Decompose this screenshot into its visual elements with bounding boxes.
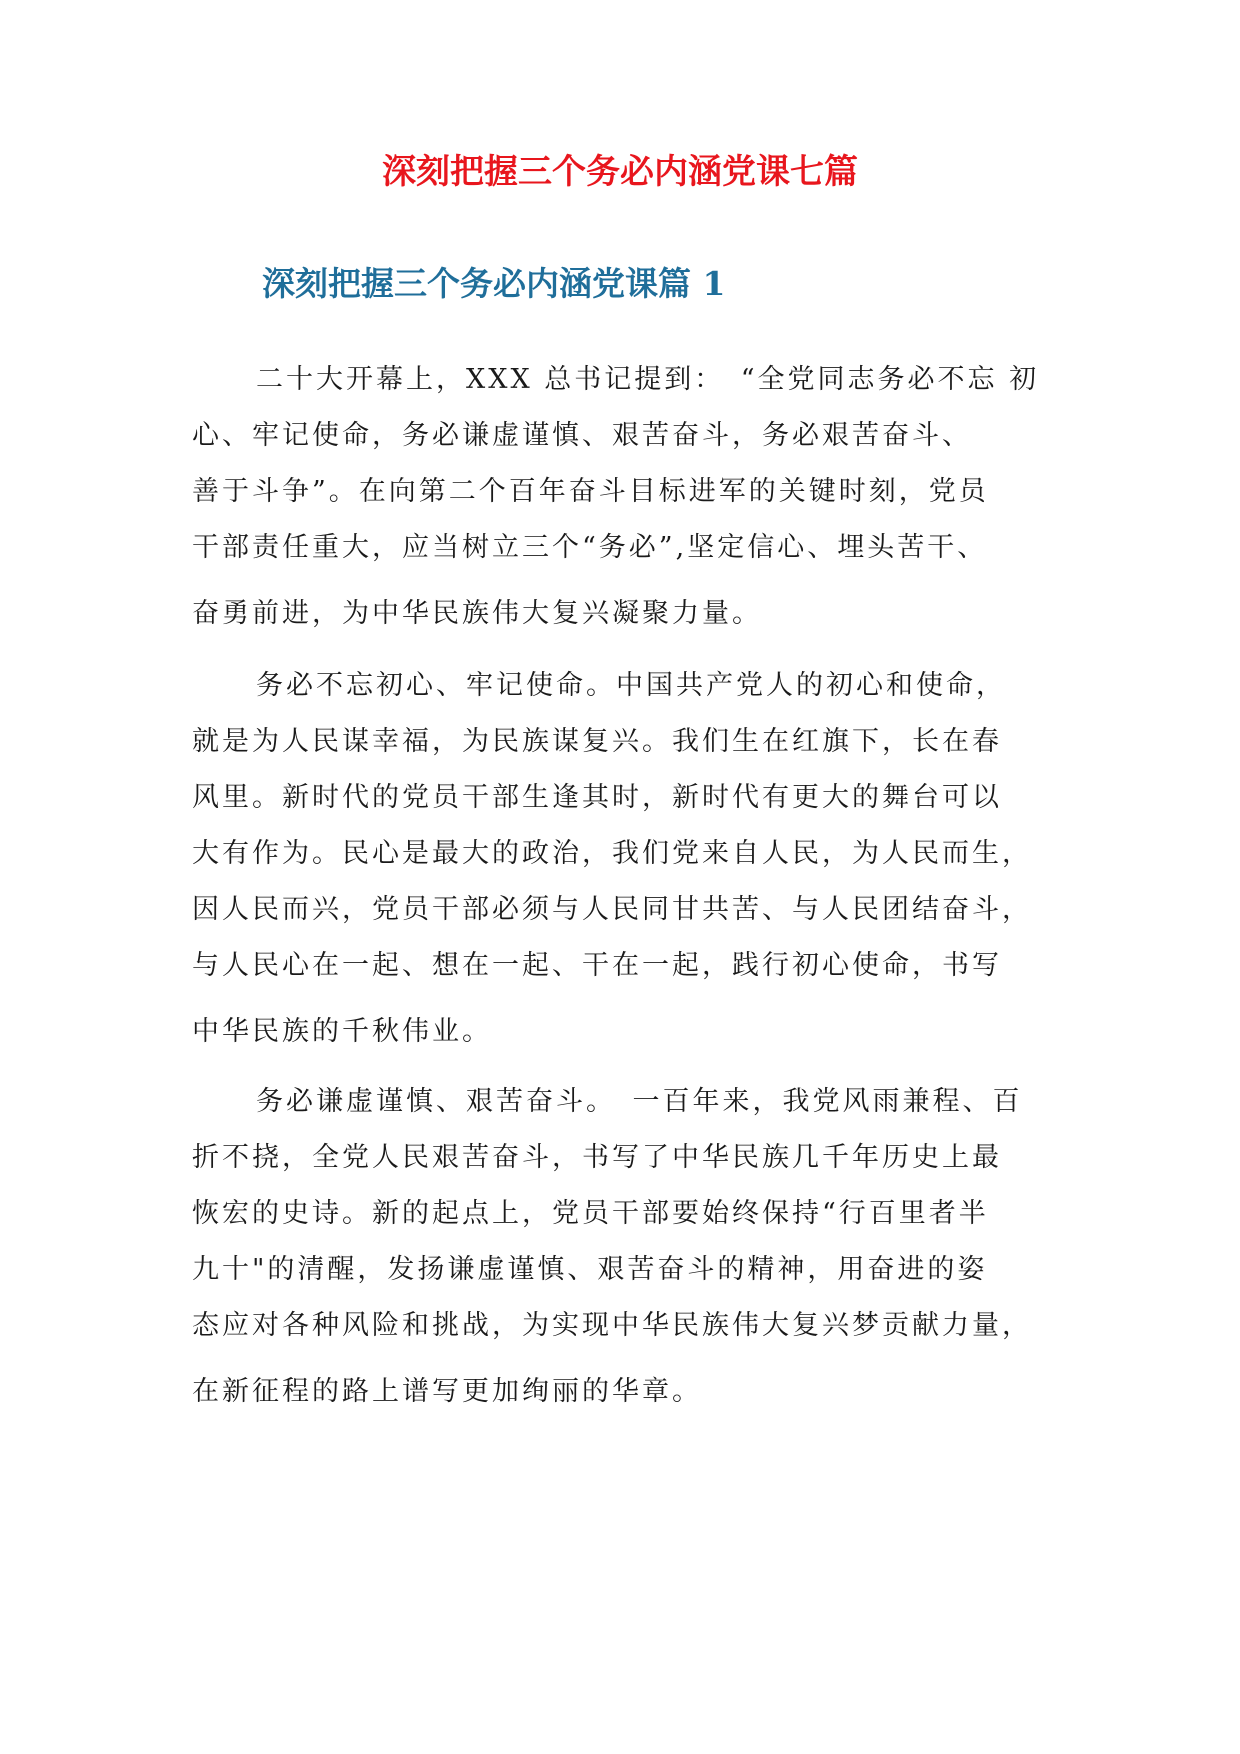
paragraph-line: 与人民心在一起、想在一起、干在一起，践行初心使命，书写 [192,950,1002,981]
paragraph-line: 干部责任重大，应当树立三个“务必”,坚定信心、埋头苦干、 [192,532,988,563]
paragraph-line: 务必不忘初心、牢记使命。中国共产党人的初心和使命， [256,670,1006,701]
paragraph-line: 善于斗争”。在向第二个百年奋斗目标进军的关键时刻，党员 [192,476,989,507]
section-heading: 深刻把握三个务必内涵党课篇 1 [262,264,726,303]
paragraph-line: 中华民族的千秋伟业。 [192,1016,492,1047]
paragraph-line: 恢宏的史诗。新的起点上，党员干部要始终保持“行百里者半 [192,1198,989,1229]
paragraph-line: 二十大开幕上，XXX 总书记提到： “全党同志务必不忘 初 [256,364,1040,395]
paragraph-line: 风里。新时代的党员干部生逢其时，新时代有更大的舞台可以 [192,782,1002,813]
paragraph-1 [192,352,1072,642]
paragraph-line: 大有作为。民心是最大的政治，我们党来自人民，为人民而生， [192,838,1032,869]
paragraph-line: 心、牢记使命，务必谦虚谨慎、艰苦奋斗，务必艰苦奋斗、 [192,420,972,451]
paragraph-line: 奋勇前进，为中华民族伟大复兴凝聚力量。 [192,598,762,629]
document-title: 深刻把握三个务必内涵党课七篇 [382,152,858,192]
paragraph-line: 务必谦虚谨慎、艰苦奋斗。 一百年来，我党风雨兼程、百 [256,1086,1023,1117]
paragraph-line: 态应对各种风险和挑战，为实现中华民族伟大复兴梦贡献力量， [192,1310,1032,1341]
paragraph-line: 折不挠，全党人民艰苦奋斗，书写了中华民族几千年历史上最 [192,1142,1002,1173]
paragraph-line: 就是为人民谋幸福，为民族谋复兴。我们生在红旗下，长在春 [192,726,1002,757]
paragraph-3 [192,1074,1072,1420]
paragraph-line: 因人民而兴，党员干部必须与人民同甘共苦、与人民团结奋斗， [192,894,1032,925]
paragraph-line: 九十"的清醒，发扬谦虚谨慎、艰苦奋斗的精神，用奋进的姿 [192,1254,988,1285]
paragraph-line: 在新征程的路上谱写更加绚丽的华章。 [192,1376,702,1407]
paragraph-2 [192,658,1072,1060]
